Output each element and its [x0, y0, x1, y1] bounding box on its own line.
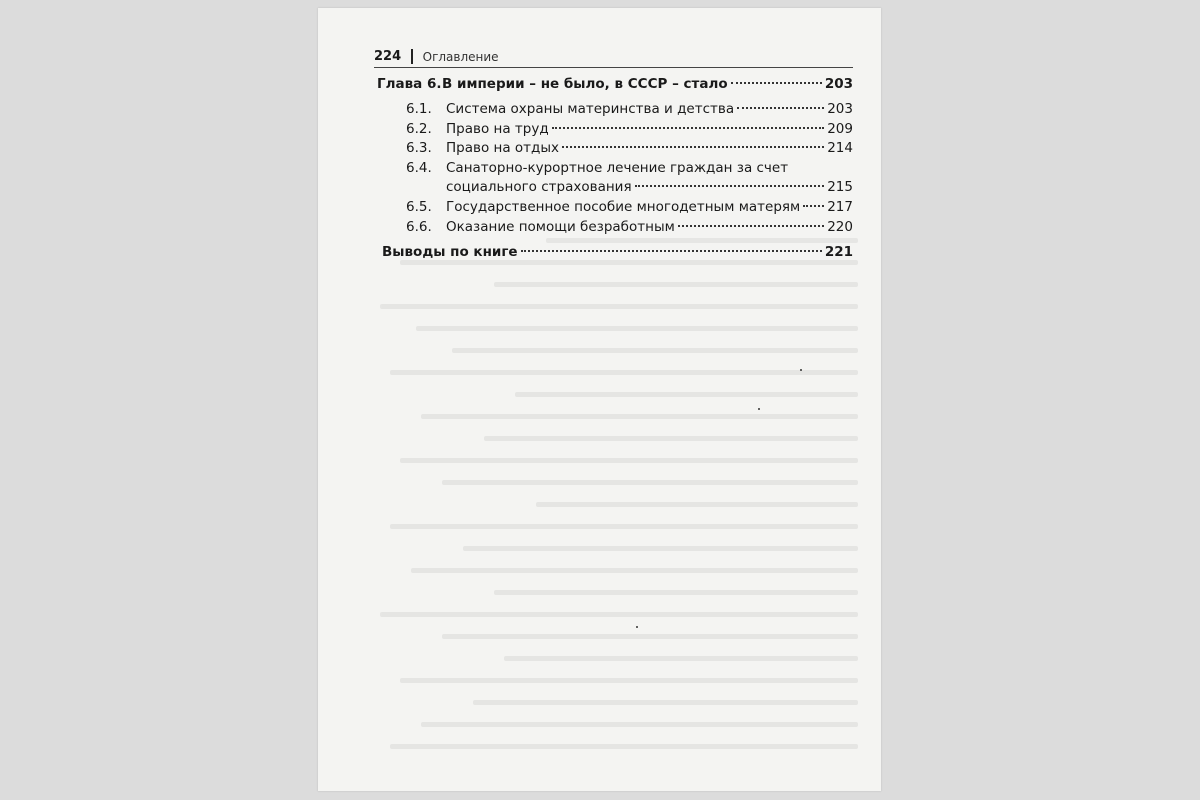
dot-leader: [737, 107, 824, 109]
toc-entry-row: [406, 218, 853, 236]
entry-page: 214: [827, 140, 853, 156]
book-page: [318, 8, 881, 791]
entry-title: Оказание помощи безработным: [446, 219, 675, 235]
paper-speck: [800, 369, 802, 371]
entry-title: Система охраны материнства и детства: [446, 101, 735, 117]
chapter-label: Глава 6.: [377, 76, 442, 92]
entry-number: 6.3.: [406, 140, 432, 156]
toc-conclusions-row: [382, 243, 853, 261]
entry-title-line1: Санаторно-курортное лечение граждан за счет: [446, 160, 789, 176]
toc-chapter-row: [377, 75, 853, 93]
reverse-side-show-through: [338, 238, 858, 778]
dot-leader: [731, 82, 822, 84]
header-separator: [411, 49, 413, 64]
page-number: 224: [374, 49, 402, 64]
entry-page: 215: [827, 179, 853, 195]
paper-speck: [636, 626, 638, 628]
entry-title: Право на отдых: [446, 140, 559, 156]
entry-number: 6.6.: [406, 219, 432, 235]
toc-entry-row-line2: [446, 178, 853, 196]
toc-entry-row: [406, 198, 853, 216]
dot-leader: [678, 225, 824, 227]
chapter-page: 203: [824, 76, 853, 92]
section-title: Оглавление: [422, 50, 499, 64]
paper-speck: [758, 408, 760, 410]
running-head: [374, 42, 853, 68]
entry-page: 209: [827, 121, 853, 137]
entry-title: Право на труд: [446, 121, 549, 137]
entry-number: 6.1.: [406, 101, 432, 117]
entry-number: 6.4.: [406, 160, 432, 176]
dot-leader: [552, 127, 825, 129]
entry-title: Государственное пособие многодетным матерям: [446, 199, 801, 215]
chapter-title: В империи – не было, в СССР – стало: [442, 76, 728, 92]
entry-page: 220: [827, 219, 853, 235]
entry-page: 217: [827, 199, 853, 215]
dot-leader: [803, 205, 824, 207]
conclusions-page: 221: [824, 244, 853, 260]
entry-page: 203: [827, 101, 853, 117]
entry-title-line2: социального страхования: [446, 179, 632, 195]
toc-entry-row: [406, 100, 853, 118]
dot-leader: [521, 250, 822, 252]
conclusions-title: Выводы по книге: [382, 244, 518, 260]
entry-number: 6.5.: [406, 199, 432, 215]
entry-number: 6.2.: [406, 121, 432, 137]
toc-entry-row: [406, 120, 853, 138]
toc-entry-row: [406, 139, 853, 157]
dot-leader: [635, 185, 825, 187]
dot-leader: [562, 146, 824, 148]
toc-entry-row-line1: [406, 159, 853, 177]
